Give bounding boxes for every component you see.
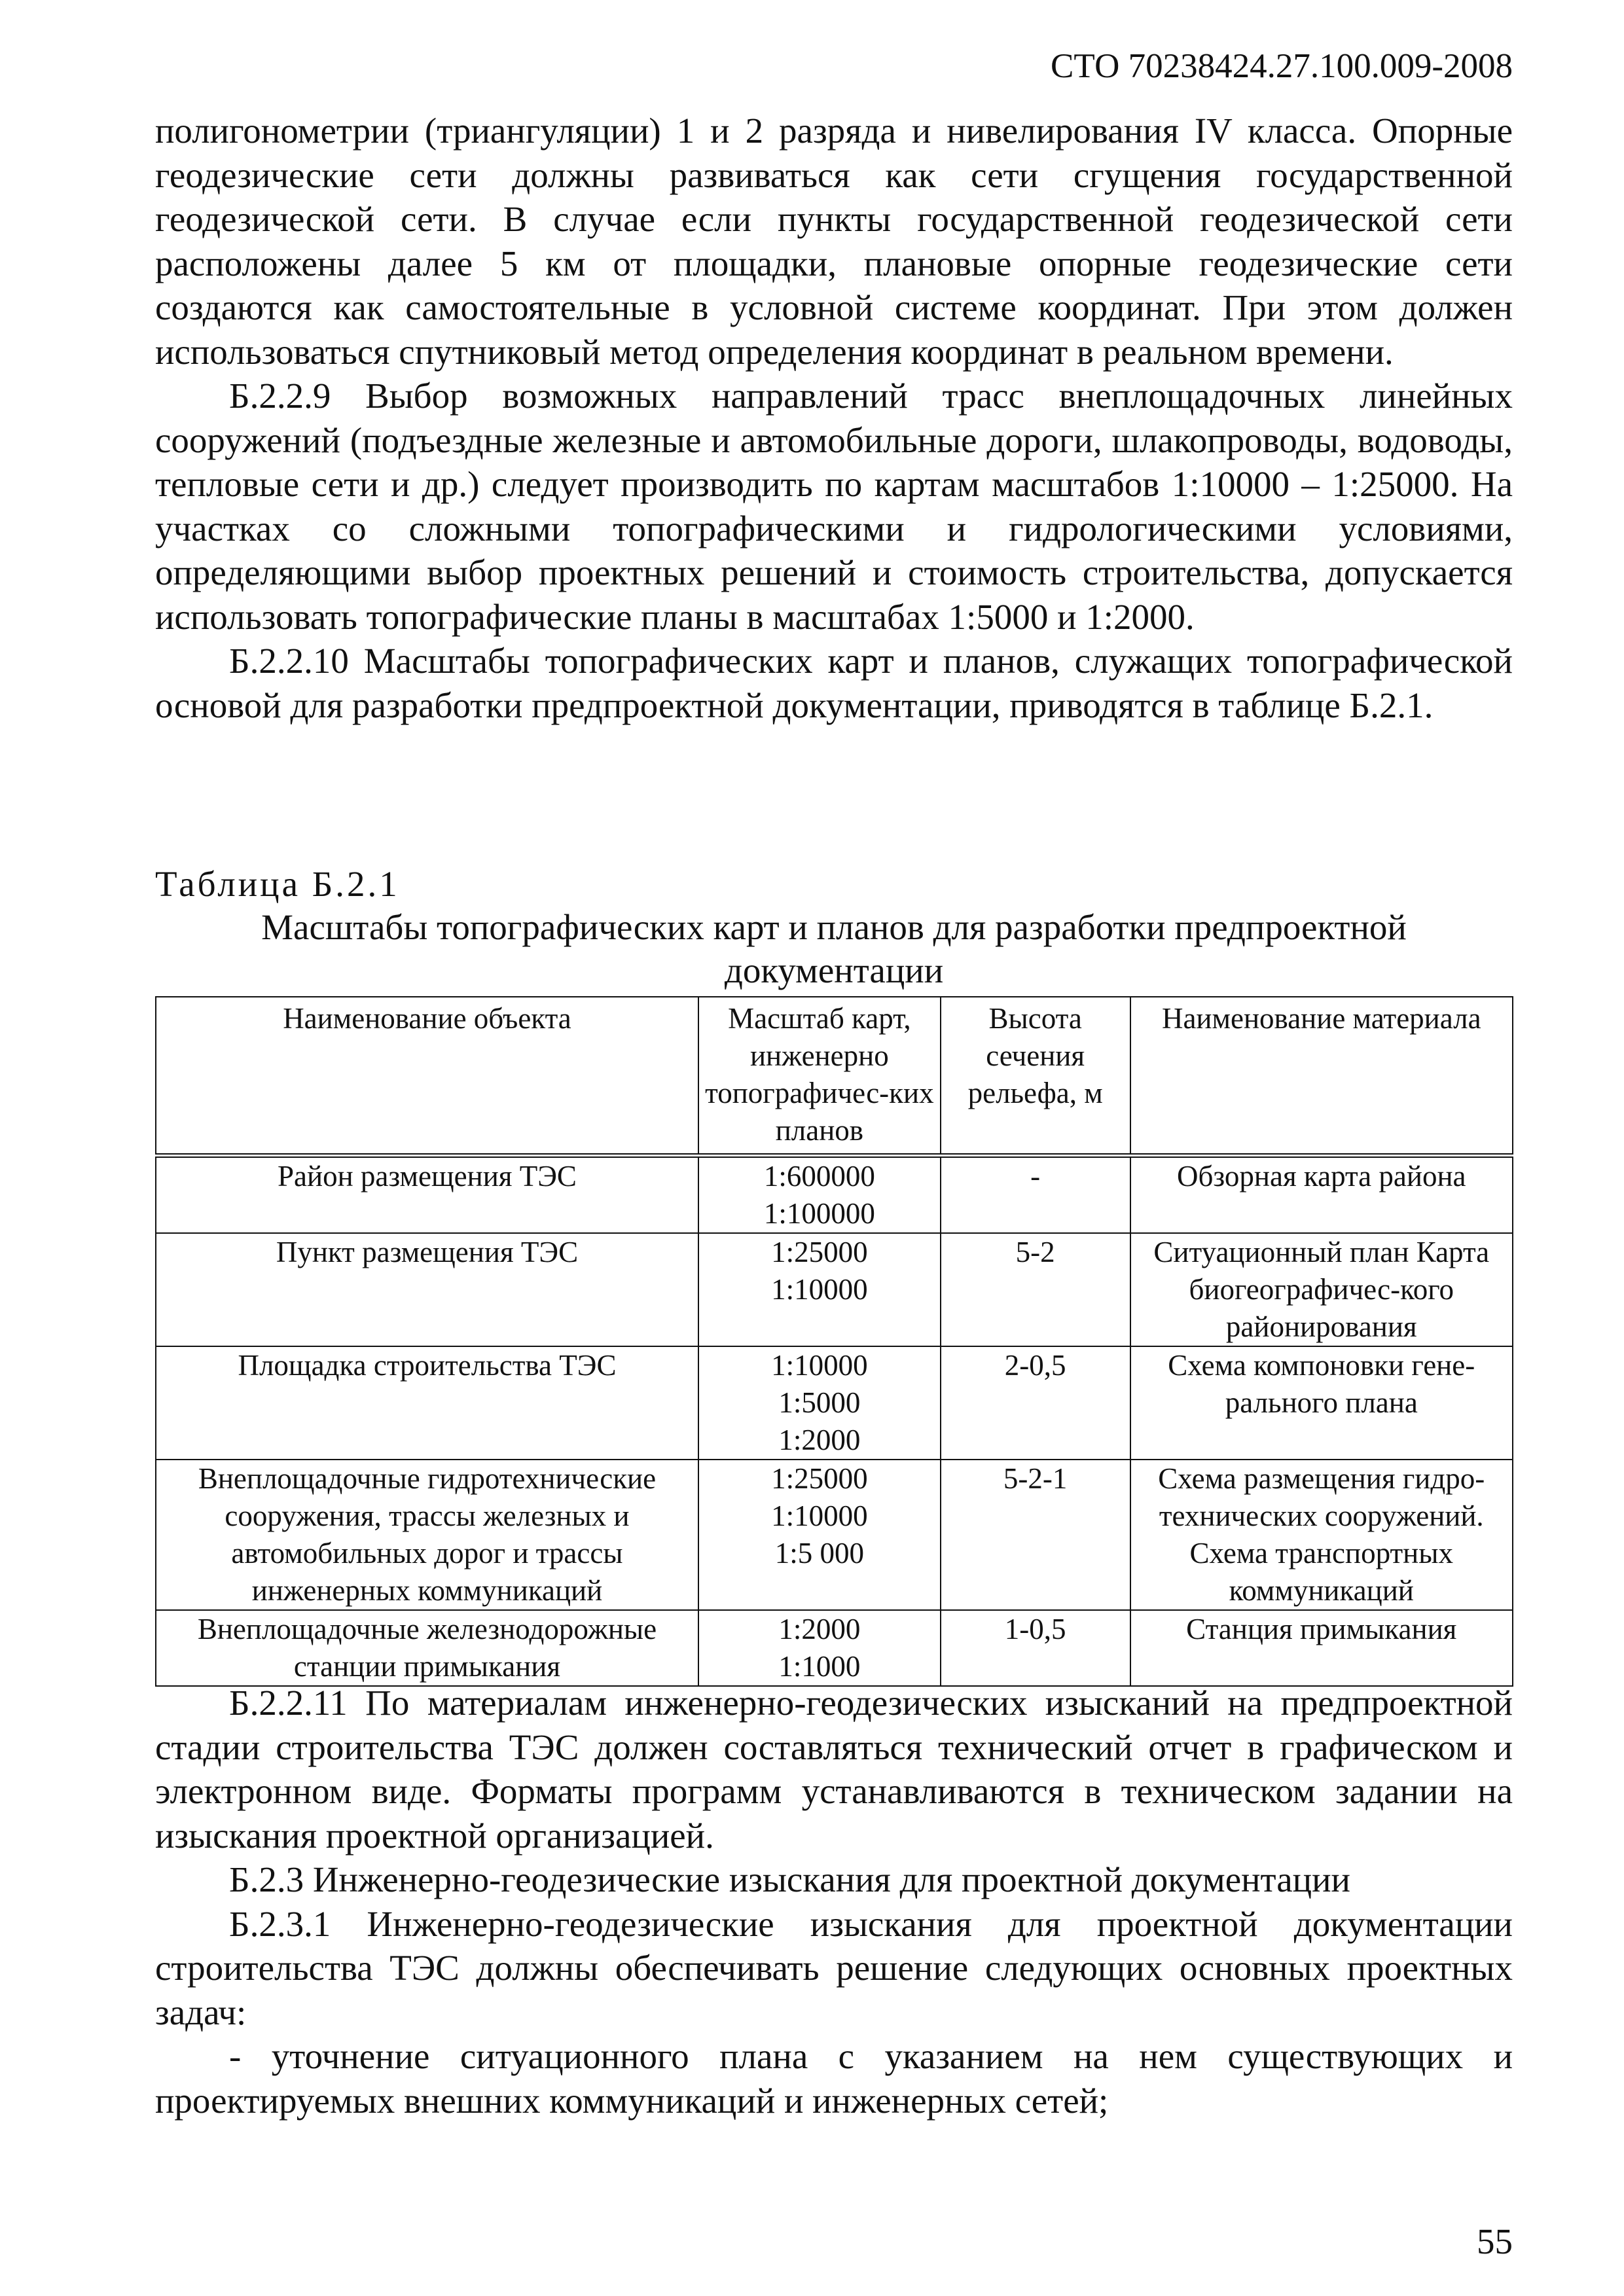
table-row	[156, 1460, 1513, 1610]
scale-value: 1:25000	[771, 1462, 868, 1495]
paragraph-b229: Б.2.2.9 Выбор возможных направлений трасс внеплощадочных линейных сооружений (подъездные железные и автомобильные дороги, шлакопроводы, водоводы, тепловые сети и др.) следует производить по картам масштабов 1:10000 – 1:25000. На участках со сложными топографическими и гидрологическими условиями, определяющими выбор проектных решений и стоимость строительства, допускается использовать топографические планы в масштабах 1:5000 и 1:2000.	[155, 376, 1513, 637]
page-number: 55	[1477, 2221, 1513, 2261]
scale-value: 1:100000	[763, 1197, 875, 1230]
cell-material: Обзорная карта района	[1130, 1156, 1513, 1234]
cell-object: Внеплощадочные железнодорожные станции примыкания	[156, 1610, 698, 1686]
cell-scale	[698, 1156, 941, 1234]
cell-height: 5-2	[941, 1233, 1130, 1346]
cell-object: Район размещения ТЭС	[156, 1156, 698, 1234]
table-row	[156, 1610, 1513, 1686]
cell-height: 5-2-1	[941, 1460, 1130, 1610]
scale-value: 1:600000	[763, 1160, 875, 1193]
body-text-top	[155, 109, 1513, 727]
scales-table	[155, 996, 1513, 1687]
paragraph-b231: Б.2.3.1 Инженерно-геодезические изыскания для проектной документации строительства ТЭС должны обеспечивать решение следующих основных проектных задач:	[155, 1903, 1513, 2032]
cell-height: 1-0,5	[941, 1610, 1130, 1686]
cell-scale	[698, 1233, 941, 1346]
cell-scale	[698, 1460, 941, 1610]
table-label: Таблица Б.2.1	[155, 864, 400, 904]
table-header-row	[156, 997, 1513, 1156]
scale-value: 1:2000	[778, 1424, 861, 1456]
cell-material: Ситуационный план Карта биогеографичес-кого районирования	[1130, 1233, 1513, 1346]
document-code: СТО 70238424.27.100.009-2008	[1051, 47, 1513, 85]
section-heading-b23: Б.2.3 Инженерно-геодезические изыскания для проектной документации	[229, 1859, 1350, 1899]
table-row	[156, 1156, 1513, 1234]
scale-value: 1:5 000	[774, 1537, 864, 1570]
header-relief-height: Высота сечения рельефа, м	[941, 997, 1130, 1156]
header-object-name: Наименование объекта	[156, 997, 698, 1156]
scale-value: 1:5000	[778, 1386, 861, 1419]
body-text-bottom	[155, 1681, 1513, 2123]
cell-object: Внеплощадочные гидротехнические сооружения, трассы железных и автомобильных дорог и трассы инженерных коммуникаций	[156, 1460, 698, 1610]
paragraph-b2211: Б.2.2.11 По материалам инженерно-геодезических изысканий на предпроектной стадии строительства ТЭС должен составляться технический отчет в графическом и электронном виде. Форматы программ устанавливаются в техническом задании на изыскания проектной организацией.	[155, 1683, 1513, 1856]
cell-material: Схема размещения гидро-технических сооружений. Схема транспортных коммуникаций	[1130, 1460, 1513, 1610]
header-scale: Масштаб карт, инженерно топографичес-ких планов	[698, 997, 941, 1156]
scale-value: 1:25000	[771, 1236, 868, 1268]
table-row	[156, 1233, 1513, 1346]
table-row	[156, 1346, 1513, 1460]
cell-height: 2-0,5	[941, 1346, 1130, 1460]
cell-height: -	[941, 1156, 1130, 1234]
scale-value: 1:10000	[771, 1273, 868, 1306]
cell-scale	[698, 1346, 941, 1460]
scale-value: 1:10000	[771, 1349, 868, 1382]
paragraph-continuation: полигонометрии (триангуляции) 1 и 2 разряда и нивелирования IV класса. Опорные геодезические сети должны развиваться как сети сгущения государственной геодезической сети. В случае если пункты государственной геодезической сети расположены далее 5 км от площадки, плановые опорные геодезические сети создаются как самостоятельные в условной системе координат. При этом должен использоваться спутниковый метод определения координат в реальном времени.	[155, 111, 1513, 372]
table-caption: Масштабы топографических карт и планов для разработки предпроектной документации	[261, 907, 1407, 990]
cell-object: Площадка строительства ТЭС	[156, 1346, 698, 1460]
cell-scale	[698, 1610, 941, 1686]
scale-value: 1:2000	[778, 1613, 861, 1645]
cell-object: Пункт размещения ТЭС	[156, 1233, 698, 1346]
cell-material: Схема компоновки гене-рального плана	[1130, 1346, 1513, 1460]
paragraph-b2210: Б.2.2.10 Масштабы топографических карт и планов, служащих топографической основой для разработки предпроектной документации, приводятся в таблице Б.2.1.	[155, 641, 1513, 725]
scale-value: 1:10000	[771, 1499, 868, 1532]
cell-material: Станция примыкания	[1130, 1610, 1513, 1686]
list-item: - уточнение ситуационного плана с указанием на нем существующих и проектируемых внешних коммуникаций и инженерных сетей;	[155, 2036, 1513, 2121]
header-material: Наименование материала	[1130, 997, 1513, 1156]
scale-value: 1:1000	[778, 1650, 861, 1683]
